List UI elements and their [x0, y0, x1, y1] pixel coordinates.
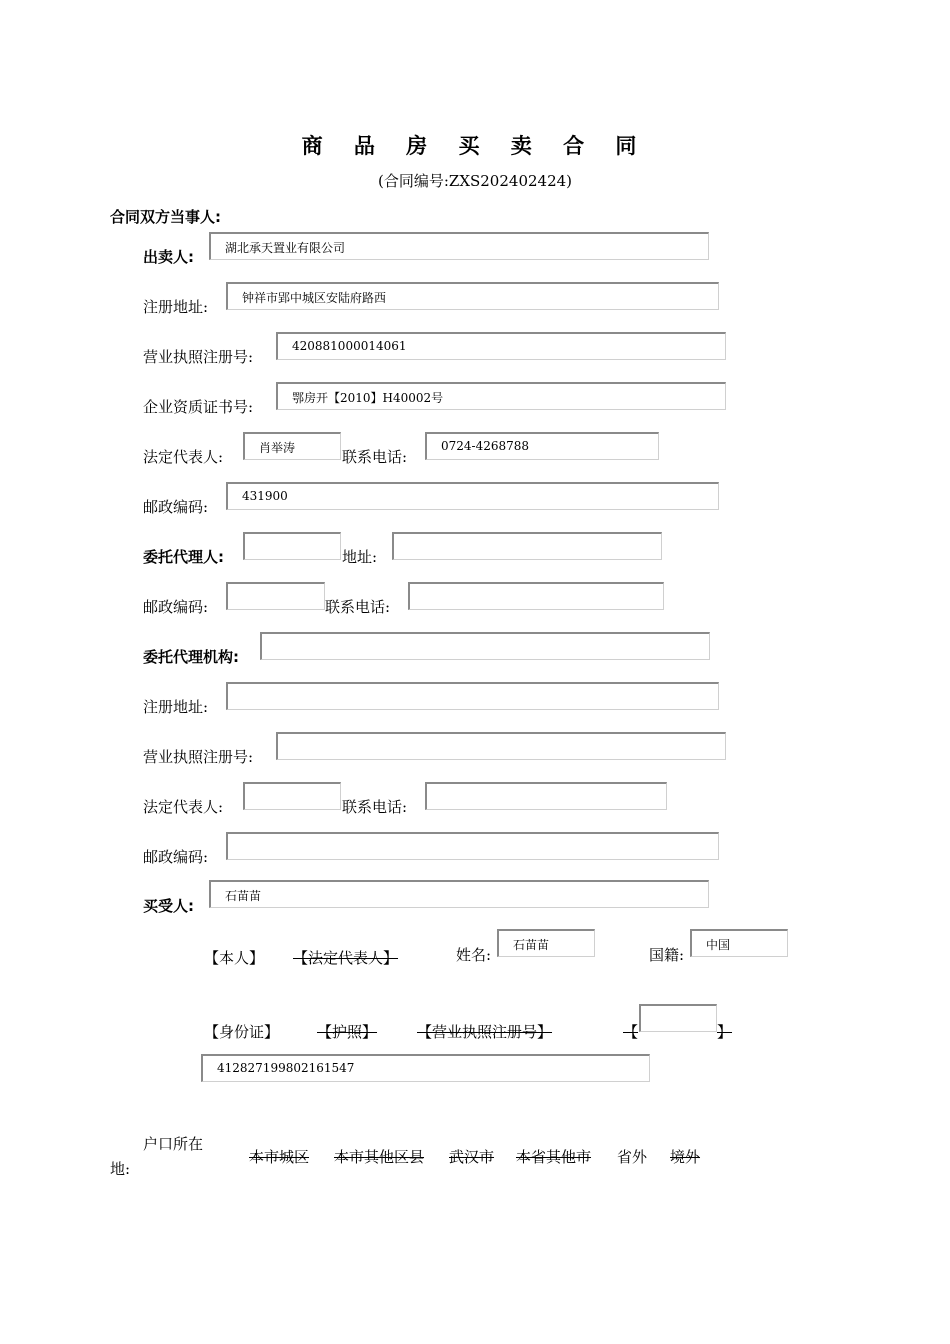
contract-number: (合同编号:ZXS202402424) — [377, 172, 573, 190]
parties-heading: 合同双方当事人: — [110, 208, 221, 226]
agent-phone-label: 联系电话: — [325, 598, 391, 616]
id-card-option[interactable]: 【身份证】 — [204, 1023, 280, 1041]
hukou-option-city-district[interactable]: 本市城区 — [249, 1148, 310, 1166]
seller-qualification-field[interactable]: 鄂房开【2010】H40002号 — [276, 382, 726, 410]
other-doc-open-bracket: 【 — [623, 1023, 639, 1041]
seller-legal-rep-field[interactable]: 肖举涛 — [243, 432, 341, 460]
seller-address-label: 注册地址: — [143, 298, 209, 316]
nationality-label: 国籍: — [649, 946, 685, 964]
hukou-label-line2: 地: — [110, 1160, 131, 1178]
seller-phone-field[interactable]: 0724-4268788 — [425, 432, 659, 460]
agency-phone-label: 联系电话: — [342, 798, 408, 816]
other-doc-close-bracket: 】 — [717, 1023, 733, 1041]
agency-address-label: 注册地址: — [143, 698, 209, 716]
agency-license-label: 营业执照注册号: — [143, 748, 254, 766]
id-number-field[interactable]: 412827199802161547 — [201, 1054, 650, 1082]
agency-address-field[interactable] — [226, 682, 719, 710]
hukou-option-other-provincial-city[interactable]: 本省其他市 — [516, 1148, 592, 1166]
seller-qualification-label: 企业资质证书号: — [143, 398, 254, 416]
hukou-option-other-counties[interactable]: 本市其他区县 — [334, 1148, 425, 1166]
seller-phone-label: 联系电话: — [342, 448, 408, 466]
agent-postcode-field[interactable] — [226, 582, 325, 610]
person-name-field[interactable]: 石苗苗 — [497, 929, 595, 957]
passport-option[interactable]: 【护照】 — [317, 1023, 378, 1041]
seller-label: 出卖人: — [143, 248, 194, 266]
agent-name-field[interactable] — [243, 532, 341, 560]
hukou-option-overseas[interactable]: 境外 — [670, 1148, 701, 1166]
seller-address-field[interactable]: 钟祥市郢中城区安陆府路西 — [226, 282, 719, 310]
agency-postcode-field[interactable] — [226, 832, 719, 860]
business-license-option[interactable]: 【营业执照注册号】 — [417, 1023, 553, 1041]
seller-postcode-label: 邮政编码: — [143, 498, 209, 516]
seller-license-label: 营业执照注册号: — [143, 348, 254, 366]
seller-legal-rep-label: 法定代表人: — [143, 448, 224, 466]
other-doc-field[interactable] — [639, 1004, 717, 1032]
hukou-option-wuhan[interactable]: 武汉市 — [449, 1148, 495, 1166]
agency-phone-field[interactable] — [425, 782, 667, 810]
agent-address-field[interactable] — [392, 532, 662, 560]
agency-legal-rep-field[interactable] — [243, 782, 341, 810]
nationality-field[interactable]: 中国 — [690, 929, 788, 957]
agent-postcode-label: 邮政编码: — [143, 598, 209, 616]
agency-name-field[interactable] — [260, 632, 710, 660]
agent-address-label: 地址: — [342, 548, 378, 566]
seller-postcode-field[interactable]: 431900 — [226, 482, 719, 510]
role-self-option[interactable]: 【本人】 — [204, 949, 265, 967]
seller-license-field[interactable]: 420881000014061 — [276, 332, 726, 360]
agency-label: 委托代理机构: — [143, 648, 239, 666]
buyer-name-field[interactable]: 石苗苗 — [209, 880, 709, 908]
document-title: 商 品 房 买 卖 合 同 — [301, 134, 649, 158]
agent-label: 委托代理人: — [143, 548, 224, 566]
hukou-option-out-of-province[interactable]: 省外 — [617, 1148, 648, 1166]
buyer-label: 买受人: — [143, 897, 194, 915]
role-legal-rep-option[interactable]: 【法定代表人】 — [293, 949, 399, 967]
seller-name-field[interactable]: 湖北承天置业有限公司 — [209, 232, 709, 260]
agency-license-field[interactable] — [276, 732, 726, 760]
agent-phone-field[interactable] — [408, 582, 664, 610]
agency-postcode-label: 邮政编码: — [143, 848, 209, 866]
hukou-label-line1: 户口所在 — [143, 1135, 204, 1153]
agency-legal-rep-label: 法定代表人: — [143, 798, 224, 816]
person-name-label: 姓名: — [456, 946, 492, 964]
